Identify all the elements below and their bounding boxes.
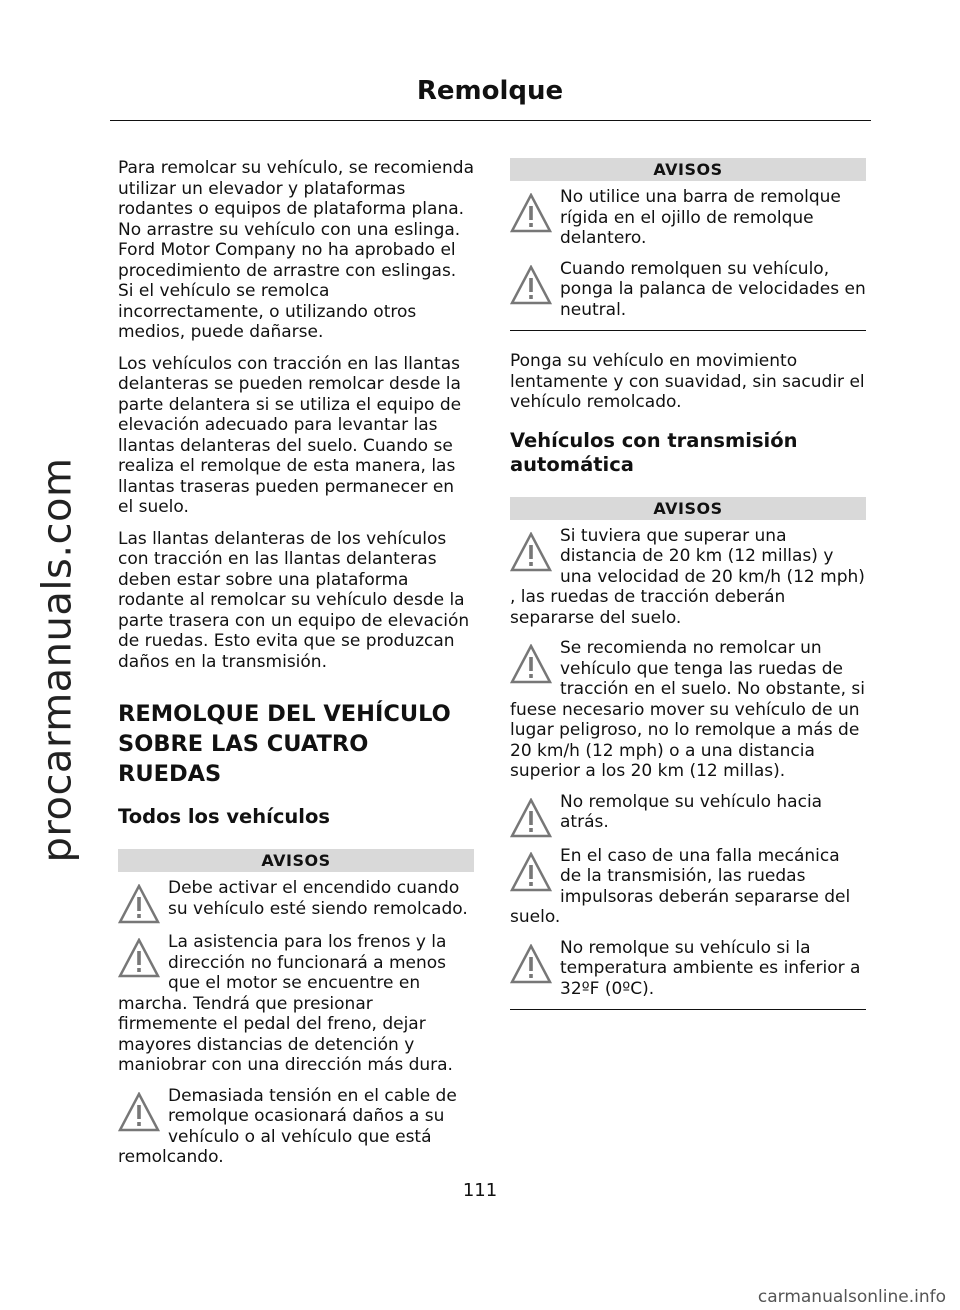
right-column xyxy=(510,158,866,1030)
warning-triangle-icon xyxy=(510,644,552,684)
section-heading-line-1: REMOLQUE DEL VEHÍCULO xyxy=(118,701,451,727)
page-number: 111 xyxy=(462,1180,498,1201)
warning-item xyxy=(510,792,866,836)
warning-item xyxy=(510,638,866,782)
warning-text: Se recomienda no remolcar un vehículo que tenga las ruedas de tracción en el suelo. No obstante, si fuese necesario mover su vehículo de un lugar peligroso, no lo remolque a más de 20 km/h (12 mph) o a una distancia superior a los 20 km (12 millas). xyxy=(510,638,865,781)
warning-text: Si tuviera que superar una distancia de 20 km (12 millas) y una velocidad de 20 km/h (12 mph) , las ruedas de tracción deberán separarse del suelo. xyxy=(510,525,865,628)
watermark xyxy=(12,457,102,863)
warnings-end-divider xyxy=(510,330,866,331)
warning-item xyxy=(118,1086,474,1168)
warning-triangle-icon xyxy=(118,938,160,978)
warnings-header: AVISOS xyxy=(510,497,866,520)
warning-item xyxy=(510,259,866,321)
warning-item xyxy=(510,526,866,629)
warning-item xyxy=(118,932,474,1076)
warnings-header: AVISOS xyxy=(510,158,866,181)
section-heading xyxy=(118,699,474,789)
paragraph: Los vehículos con tracción en las llantas delanteras se pueden remolcar desde la parte delantera si se utiliza el equipo de elevación adecuado para levantar las llantas delanteras del suelo. Cuando se realiza el remolque de esta manera, las llantas traseras pueden permanecer en el suelo. xyxy=(118,353,462,517)
warning-item xyxy=(510,187,866,249)
warning-triangle-icon xyxy=(510,265,552,305)
warnings-header: AVISOS xyxy=(118,849,474,872)
watermark-text: procarmanuals.com xyxy=(34,457,80,863)
warning-triangle-icon xyxy=(510,532,552,572)
warning-text: La asistencia para los frenos y la dirección no funcionará a menos que el motor se encuentre en marcha. Tendrá que presionar firmemente el pedal del freno, dejar mayores distancias de detención y maniobrar con una dirección más dura. xyxy=(118,932,453,1075)
subsection-heading: Vehículos con transmisión automática xyxy=(510,428,798,476)
paragraph: Para remolcar su vehículo, se recomienda utilizar un elevador y plataformas rodantes o equipos de plataforma plana. No arrastre su vehículo con una eslinga. Ford Motor Company no ha aprobado el procedimiento de arrastre con eslingas. Si el vehículo se remolca incorrectamente, o utilizando otros medios, puede dañarse. xyxy=(118,158,475,342)
footer-source: carmanualsonline.info xyxy=(757,1287,946,1307)
warning-text: Demasiada tensión en el cable de remolque ocasionará daños a su vehículo o al vehículo que está remolcando. xyxy=(118,1085,457,1167)
warning-text: No remolque su vehículo si la temperatura ambiente es inferior a 32ºF (0ºC). xyxy=(560,937,861,999)
warning-text: Cuando remolquen su vehículo, ponga la palanca de velocidades en neutral. xyxy=(560,258,866,320)
warning-triangle-icon xyxy=(510,944,552,984)
warning-triangle-icon xyxy=(510,852,552,892)
title-divider xyxy=(110,120,871,121)
warning-text: En el caso de una falla mecánica de la transmisión, las ruedas impulsoras deberán separarse del suelo. xyxy=(510,845,851,927)
warning-item xyxy=(118,878,474,922)
warning-triangle-icon xyxy=(118,884,160,924)
warnings-end-divider xyxy=(510,1009,866,1010)
left-column xyxy=(118,158,474,1178)
subsection-heading: Todos los vehículos xyxy=(118,805,330,828)
warning-item xyxy=(510,846,866,928)
warning-triangle-icon xyxy=(510,193,552,233)
warning-item xyxy=(510,938,866,1000)
warning-text: No remolque su vehículo hacia atrás. xyxy=(560,791,823,832)
warning-text: No utilice una barra de remolque rígida en el ojillo de remolque delantero. xyxy=(560,187,841,248)
paragraph: Las llantas delanteras de los vehículos con tracción en las llantas delanteras deben estar sobre una plataforma rodante al remolcar su vehículo desde la parte trasera con un equipo de elevación de ruedas. Esto evita que se produzcan daños en la transmisión. xyxy=(118,528,470,672)
warning-text: Debe activar el encendido cuando su vehículo esté siendo remolcado. xyxy=(168,878,468,919)
section-heading-line-2: SOBRE LAS CUATRO RUEDAS xyxy=(118,731,369,787)
page-title: Remolque xyxy=(416,76,564,106)
warning-triangle-icon xyxy=(510,798,552,838)
warning-triangle-icon xyxy=(118,1092,160,1132)
paragraph: Ponga su vehículo en movimiento lentamente y con suavidad, sin sacudir el vehículo remolcado. xyxy=(510,351,865,412)
